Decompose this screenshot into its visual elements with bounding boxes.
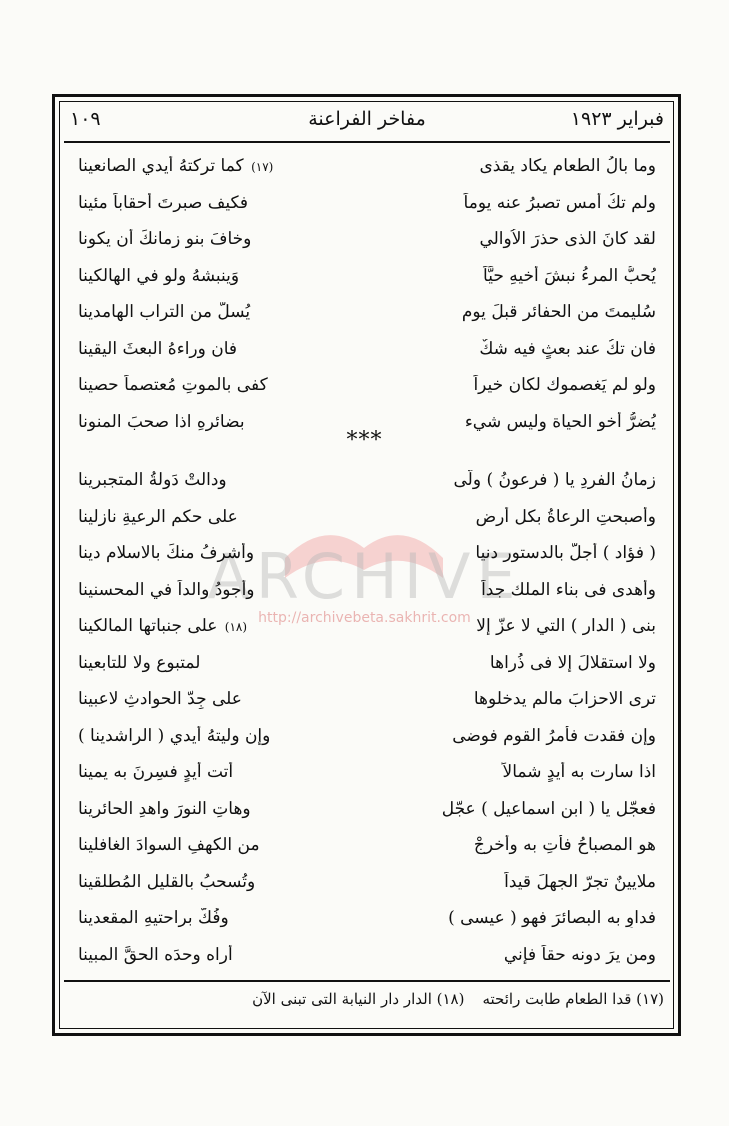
first-hemistich: زمانُ الفردِ يا ( فرعونُ ) ولّى bbox=[453, 470, 656, 491]
second-hemistich: وَينبشهُ ولو في الهالكينا bbox=[78, 265, 240, 286]
verse bbox=[78, 900, 656, 937]
first-hemistich: وما بالُ الطعامِ يكاد يقذى bbox=[479, 156, 656, 177]
first-hemistich: اذا سارت به أيدٍ شمالاً bbox=[502, 762, 656, 783]
verse bbox=[78, 294, 656, 331]
verse bbox=[78, 754, 656, 791]
second-hemistich: (١٧) كما تركتهُ أيدي الصانعينا bbox=[78, 156, 274, 177]
first-hemistich: هو المصباحُ فأتِ به وأخرجْ bbox=[473, 835, 656, 856]
verse bbox=[78, 185, 656, 222]
poem-part-two bbox=[78, 462, 656, 973]
second-hemistich: وإن وليتهُ أيدي ( الراشدينا ) bbox=[78, 725, 271, 746]
verse bbox=[78, 791, 656, 828]
first-hemistich: يُحبُّ المرءُ نبشَ أخيهِ حيَّاً bbox=[483, 265, 656, 286]
second-hemistich: من الكهفِ السوادَ الغافلينا bbox=[78, 835, 260, 856]
verse bbox=[78, 645, 656, 682]
second-hemistich: وتُسحبُ بالقليل المُطلقينا bbox=[78, 871, 256, 892]
second-hemistich: ودالتْ دَولةُ المتجبرينا bbox=[78, 470, 227, 491]
verse bbox=[78, 608, 656, 645]
verse bbox=[78, 499, 656, 536]
footnote-marker: (١٧) bbox=[251, 160, 274, 175]
verse bbox=[78, 462, 656, 499]
second-hemistich: لمتبوعٍ ولا للتابعينا bbox=[78, 652, 201, 673]
section-asterism: *** bbox=[346, 428, 383, 453]
first-hemistich: فداوِ به البصائرَ فهو ( عيسى ) bbox=[448, 908, 656, 929]
page-number: ١٠٩ bbox=[70, 108, 101, 130]
verse bbox=[78, 148, 656, 185]
header-date: فبراير ١٩٢٣ bbox=[570, 108, 664, 130]
second-hemistich: كفى بالموتِ مُعتصماً حصينا bbox=[78, 375, 268, 396]
second-hemistich: وهاتِ النورَ واهدِ الحائرينا bbox=[78, 798, 251, 819]
first-hemistich: وإن فقدت فأمرُ القومِ فوضى bbox=[452, 725, 656, 746]
verse bbox=[78, 864, 656, 901]
footnote-marker: (١٨) bbox=[224, 620, 248, 635]
second-hemistich: فان وراءهُ البعثَ اليقينا bbox=[78, 338, 238, 359]
first-hemistich: بنى ( الدار ) التي لا عزّ إلا bbox=[476, 616, 656, 637]
first-hemistich: سُليمتَ من الحفائر قبلَ يوم bbox=[461, 302, 656, 323]
first-hemistich: ترى الاحزابَ مالم يدخلوها bbox=[473, 689, 656, 710]
second-hemistich: على جِدّ الحوادثِ لاعبينا bbox=[78, 689, 242, 710]
verse bbox=[78, 572, 656, 609]
second-hemistich: على حكمِ الرعيةِ نازلينا bbox=[78, 506, 238, 527]
page-header bbox=[70, 108, 664, 138]
footnote-17: (١٧) قدا الطعام طابت رائحته bbox=[482, 990, 664, 1008]
footnotes bbox=[70, 990, 664, 1008]
first-hemistich: وأصبحتِ الرعاةُ بكل أرضٍ bbox=[475, 506, 656, 527]
first-hemistich: ومن يرَ دونه حقاً فإني bbox=[503, 944, 656, 965]
second-hemistich: أراه وحدَه الحقَّ المبينا bbox=[78, 944, 233, 965]
first-hemistich: ولم تكُ أمس تصبرُ عنه يوماً bbox=[463, 192, 656, 213]
watermark-url: http://archivebeta.sakhrit.com bbox=[258, 610, 471, 626]
verse bbox=[78, 367, 656, 404]
first-hemistich: ولا استقلالَ إلا فى ذُراها bbox=[489, 652, 656, 673]
verse bbox=[78, 718, 656, 755]
second-hemistich: يُسلُّ من التراب الهامدينا bbox=[78, 302, 251, 323]
poem-part-one bbox=[78, 148, 656, 440]
first-hemistich: ملايينٌ تجرّ الجهلَ قيداً bbox=[504, 871, 656, 892]
second-hemistich: (١٨) على جنباتها المالكينا bbox=[78, 616, 248, 637]
header-title: مفاخر الفراعنة bbox=[308, 108, 426, 130]
header-rule bbox=[64, 141, 670, 143]
second-hemistich: أتت أيدٍ فسِرنَ به يمينا bbox=[78, 762, 234, 783]
first-hemistich: ( فؤاد ) أجلُّ بالدستور دنيا bbox=[475, 543, 656, 564]
footnote-rule bbox=[64, 980, 670, 982]
footnote-18: (١٨) الدار دار النيابة التى تبنى الآن bbox=[252, 990, 465, 1008]
first-hemistich: فعجّل يا ( ابن اسماعيل ) عجّل bbox=[441, 798, 656, 819]
first-hemistich: لقد كانَ الذى حذرَ الاُوالي bbox=[479, 229, 656, 250]
first-hemistich: وأهدى فى بناء الملك جداً bbox=[481, 579, 656, 600]
watermark-text: ARCHIVE bbox=[207, 540, 522, 613]
verse bbox=[78, 221, 656, 258]
verse bbox=[78, 681, 656, 718]
verse bbox=[78, 937, 656, 974]
second-hemistich: بضائرهِ اذا صحبَ المنونا bbox=[78, 411, 245, 432]
verse bbox=[78, 258, 656, 295]
second-hemistich: فكيف صبرتَ أحقاباً مئينا bbox=[78, 192, 248, 213]
verse bbox=[78, 331, 656, 368]
verse bbox=[78, 827, 656, 864]
second-hemistich: وخافَ بنو زمانكَ أن يكونا bbox=[78, 229, 252, 250]
verse bbox=[78, 535, 656, 572]
first-hemistich: ولو لم يَغصموك لكان خيراً bbox=[473, 375, 656, 396]
first-hemistich: يُضرُّ أخو الحياة وليس شيء bbox=[464, 411, 656, 432]
second-hemistich: وأشرفُ منكَ بالاسلام دينا bbox=[78, 543, 255, 564]
second-hemistich: وفُكَّ براحتيهِ المقعدينا bbox=[78, 908, 229, 929]
first-hemistich: فان تكُ عند بعثٍ فيه شكٌ bbox=[479, 338, 656, 359]
second-hemistich: وأجودُ والداً في المحسنينا bbox=[78, 579, 255, 600]
